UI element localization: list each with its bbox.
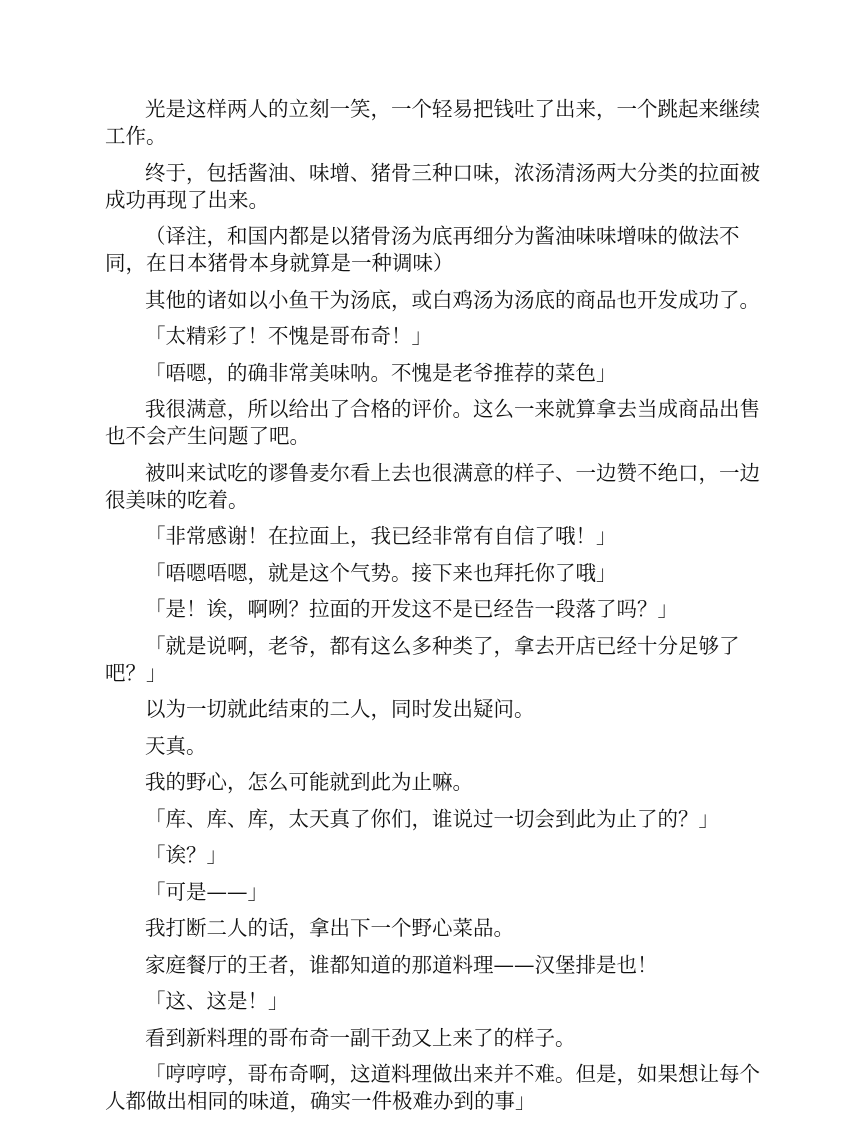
paragraph: 「哼哼哼，哥布奇啊，这道料理做出来并不难。但是，如果想让每个人都做出相同的味道，确实一件极难办到的事」 bbox=[105, 1062, 760, 1113]
paragraph: 我很满意，所以给出了合格的评价。这么一来就算拿去当成商品出售也不会产生问题了吧。 bbox=[105, 397, 760, 448]
paragraph: 家庭餐厅的王者，谁都知道的那道料理——汉堡排是也！ bbox=[145, 952, 658, 977]
paragraph: （译注，和国内都是以猪骨汤为底再细分为酱油味味增味的做法不同，在日本猪骨本身就算是一种调味） bbox=[105, 224, 740, 275]
paragraph: 「这、这是！」 bbox=[145, 989, 289, 1013]
paragraph: 天真。 bbox=[145, 733, 207, 758]
paragraph: 「是！诶，啊咧？拉面的开发这不是已经告一段落了吗？」 bbox=[145, 597, 678, 621]
paragraph: 「诶？」 bbox=[145, 843, 227, 867]
paragraph: 光是这样两人的立刻一笑，一个轻易把钱吐了出来，一个跳起来继续工作。 bbox=[105, 97, 760, 148]
paragraph: 「唔嗯唔嗯，就是这个气势。接下来也拜托你了哦」 bbox=[145, 560, 617, 585]
paragraph: 「太精彩了！不愧是哥布奇！」 bbox=[145, 324, 432, 348]
paragraph: 「可是——」 bbox=[145, 879, 268, 904]
paragraph: 被叫来试吃的谬鲁麦尔看上去也很满意的样子、一边赞不绝口，一边很美味的吃着。 bbox=[105, 460, 760, 512]
paragraph: 「就是说啊，老爷，都有这么多种类了，拿去开店已经十分足够了吧？」 bbox=[105, 633, 740, 685]
paragraph: 其他的诸如以小鱼干为汤底，或白鸡汤为汤底的商品也开发成功了。 bbox=[145, 287, 760, 312]
paragraph: 以为一切就此结束的二人，同时发出疑问。 bbox=[145, 697, 535, 721]
paragraph: 看到新料理的哥布奇一副干劲又上来了的样子。 bbox=[145, 1025, 576, 1050]
paragraph: 我的野心，怎么可能就到此为止嘛。 bbox=[145, 770, 473, 794]
paragraph: 「非常感谢！在拉面上，我已经非常有自信了哦！」 bbox=[145, 524, 617, 548]
paragraph: 「唔嗯，的确非常美味呐。不愧是老爷推荐的菜色」 bbox=[145, 360, 617, 385]
paragraph: 「库、库、库，太天真了你们，谁说过一切会到此为止了的？」 bbox=[145, 806, 719, 831]
paragraph: 我打断二人的话，拿出下一个野心菜品。 bbox=[145, 916, 514, 940]
paragraph: 终于，包括酱油、味增、猪骨三种口味，浓汤清汤两大分类的拉面被成功再现了出来。 bbox=[105, 160, 760, 212]
document-page bbox=[105, 96, 773, 1125]
